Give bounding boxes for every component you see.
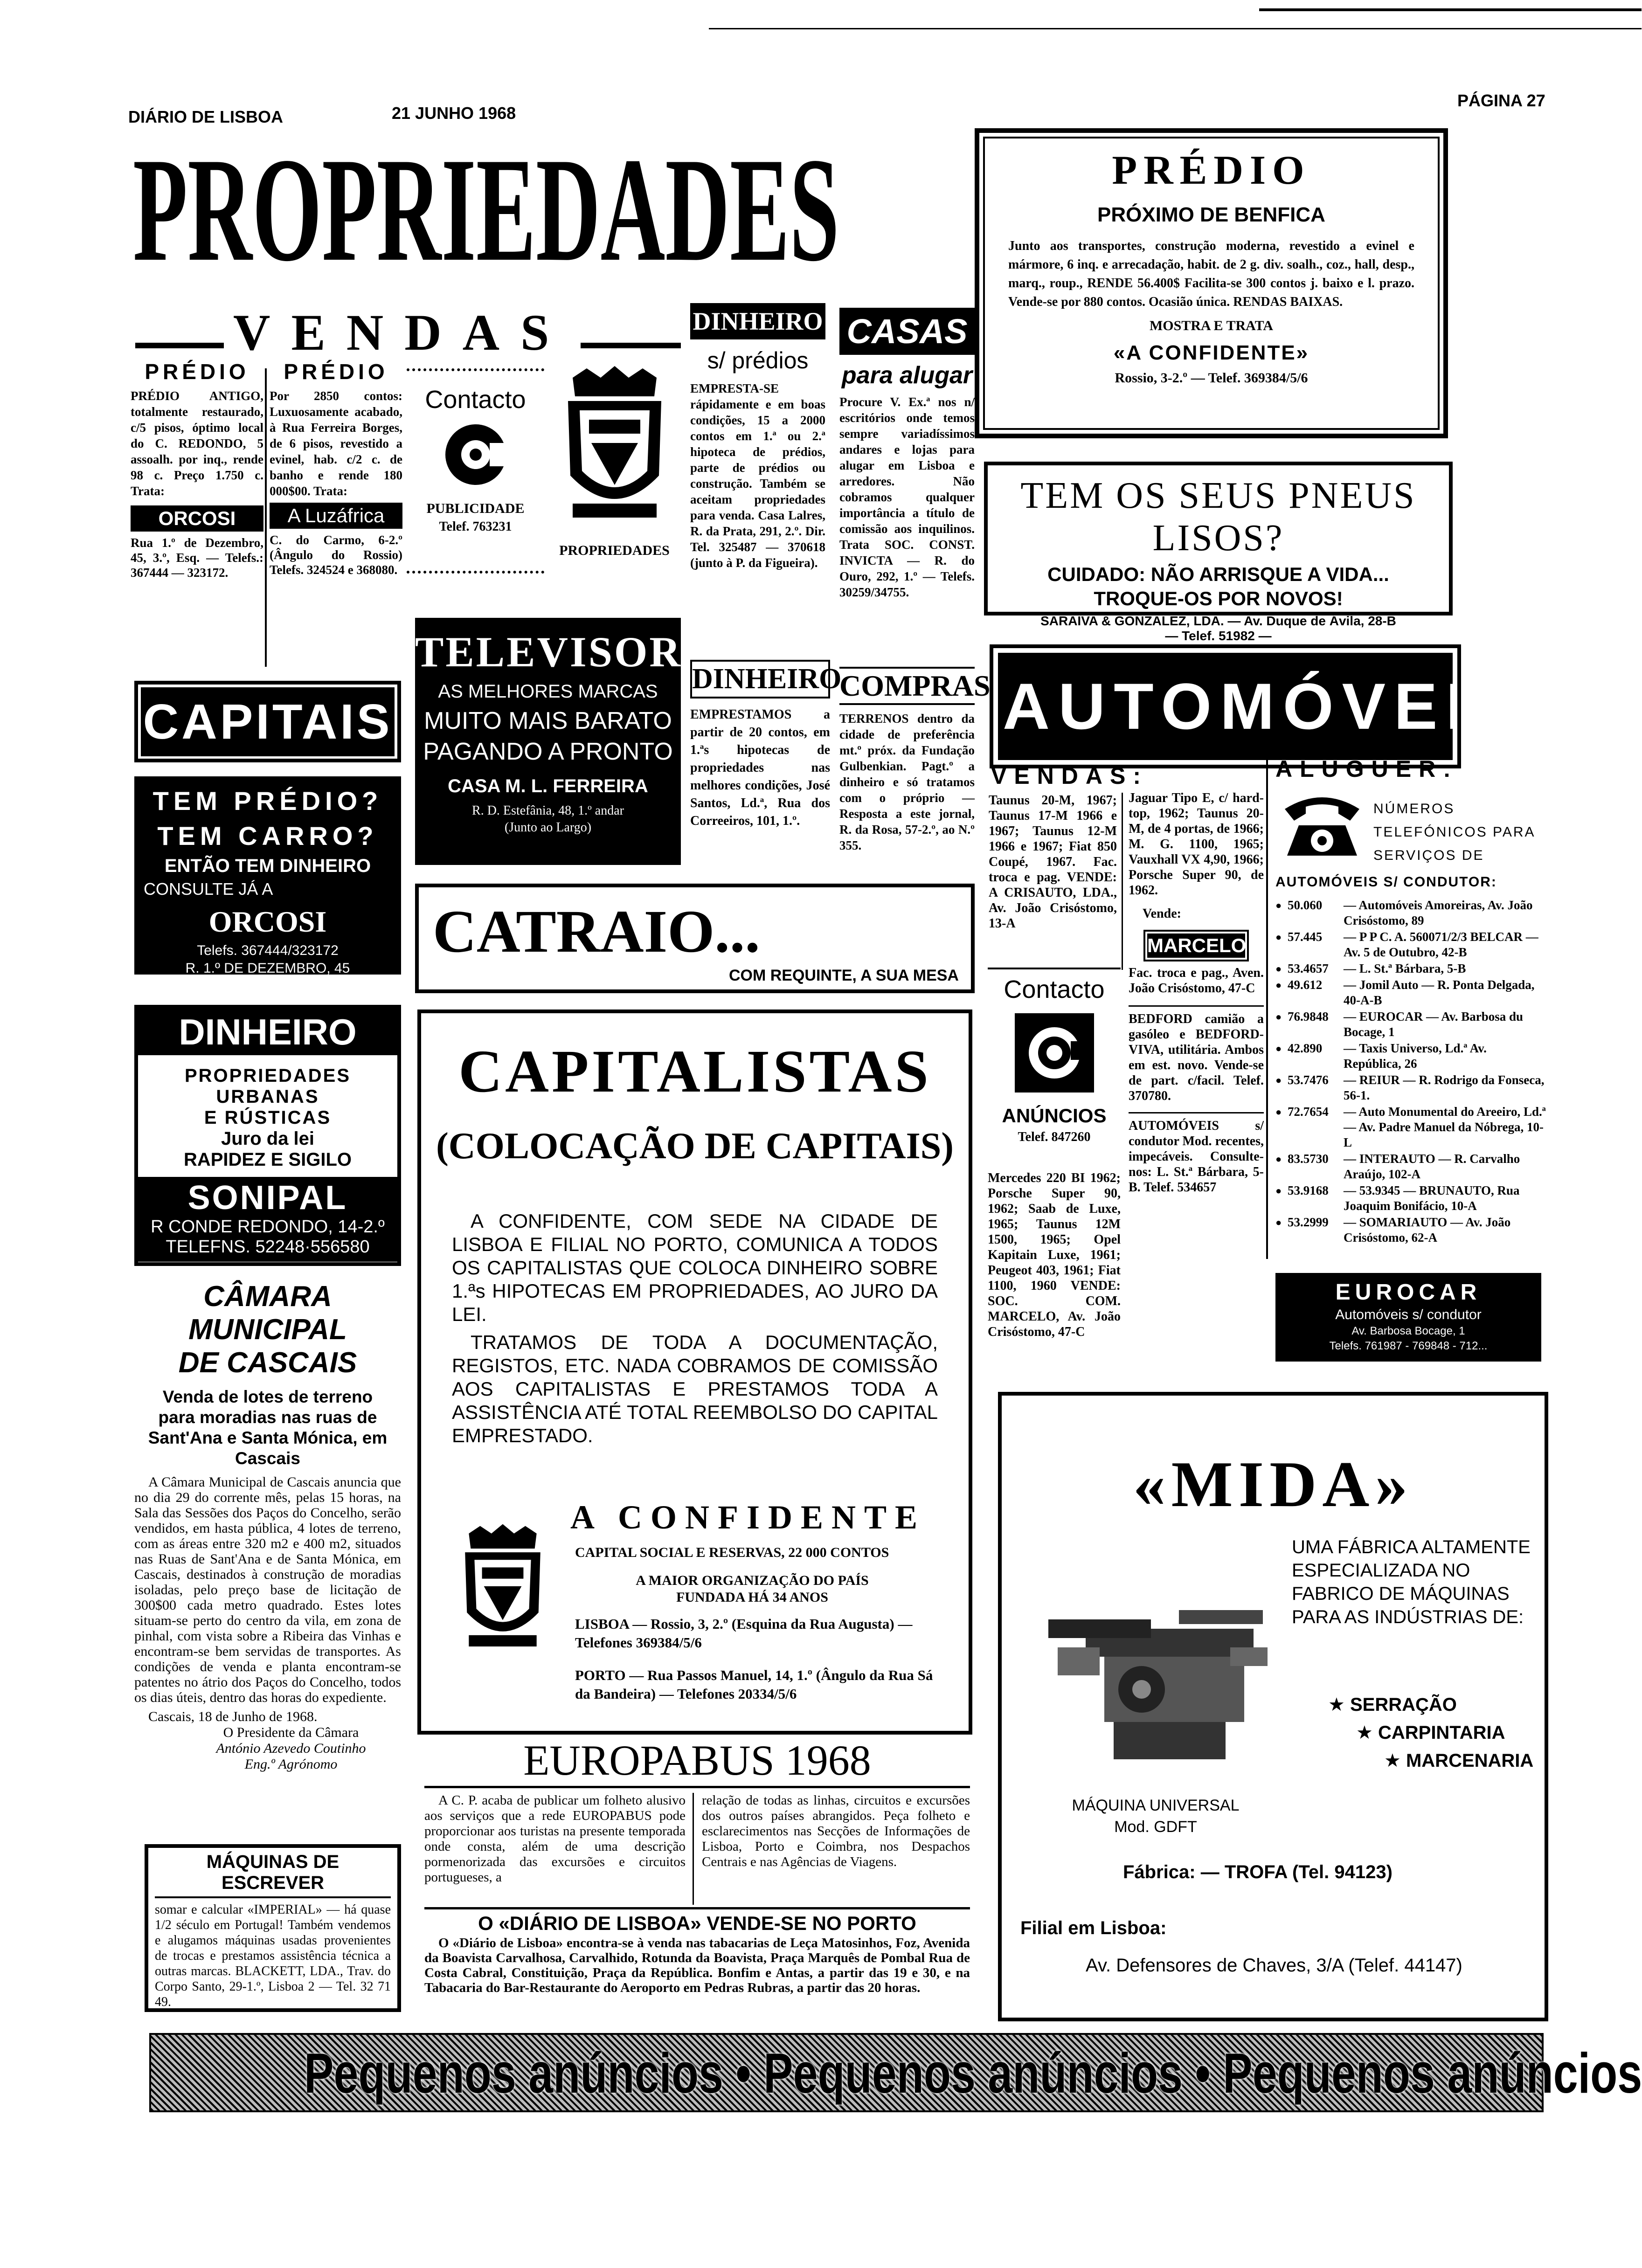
page-number: PÁGINA 27 (1457, 91, 1545, 110)
ad-pneus: TEM OS SEUS PNEUS LISOS? CUIDADO: NÃO ARRISQUE A VIDA... TROQUE-OS POR NOVOS! SARAIVA & GONZALEZ, LDA. — Av. Duque de Ávila, 28-B — Telef. 51982 — (984, 462, 1453, 615)
vendas-marcelo-list: Mercedes 220 BI 1962; Porsche Super 90, 1962; Saab de Luxe, 1965; Taunus 12M 1500, 1965; Opel Kapitain Luxe, 1961; Peugeot 403, 1961; Fiat 1100, 1960 VENDE: SOC. COM. MARCELO, Av. João Crisóstomo, 47-C (988, 1171, 1121, 1339)
vendas-marcelo: Jaguar Tipo E, c/ hard-top, 1962; Taunus 20-M, de 4 portas, de 1966; M. G. 1100, 1965; Vauxhall VX 4,90, 1966; Porsche Super 90, de 1962. Vende: MARCELO Fac. troca e pag., Aven. João Crisóstomo, 47-C BEDFORD camião a gasóleo e BEDFORD-VIVA, utilitária. Ambos em est. novo. Vende-se de part. c/facil. Telef. 370780. AUTOMÓVEIS s/ condutor Mod. recentes, impecáveis. Consulte-nos: L. St.ª Bárbara, 5-B. Telef. 534657 (1129, 791, 1264, 1195)
paper-name: DIÁRIO DE LISBOA (128, 107, 284, 126)
aluguer-row (1275, 898, 1546, 928)
ad-aluguer: ALUGUER: NÚMEROS TELEFÓNICOS PARA SERVIÇOS DE AUTOMÓVEIS S/ CONDUTOR: ● 50.060 — Automóveis Amoreiras, Av. João Crisóstomo, 89 ● 57.445 — P P C. A. 560071/2/3 BELCAR — Av. 5 de Outubro, 42-B ● 53.4657 — L. St.ª Bárbara, 5-B ● 49.612 — Jomil Auto — R. Ponta Delgada, 40-A-B ● 76.9848 — EUROCAR — Av. Barbosa du Bocage, 1 ● 42.890 — Taxis Universo, Ld.ª Av. República, 26 ● 53.7476 — REIUR — R. Rodrigo da Fonseca, 56-1. ● 72.7654 — Auto Monumental do Areeiro, Ld.ª — Av. Padre Manuel da Nóbrega, 10-L ● 83.5730 — INTERAUTO — R. Carvalho Araújo, 102-A ● 53.9168 — 53.9345 — BRUNAUTO, Rua Joaquim Bonifácio, 10-A ● 53.2999 — SOMARIAUTO — Av. João Crisóstomo, 62-A (1275, 755, 1546, 1259)
vendas-heading: VENDAS (233, 304, 570, 361)
ad-televisores: TELEVISORES AS MELHORES MARCAS MUITO MAIS BARATO PAGANDO A PRONTO CASA M. L. FERREIRA R. D. Estefânia, 48, 1.º andar (Junto ao Largo) (415, 618, 681, 865)
confidente-crest-icon (454, 1512, 552, 1675)
aluguer-rule-v (1266, 760, 1268, 1259)
ad-dinheiro-predios: DINHEIRO s/ prédios EMPRESTA-SE rápidamente e em boas condições, 15 a 2000 contos em 1.ª ou 2.ª hipoteca de prédios, parte de prédios ou construção. Também se aceitam propriedades para venda. Casa Lalres, R. da Prata, 291, 2.º. Dir. Tel. 325487 — 370618 (junto à P. da Figueira). (690, 303, 825, 643)
aluguer-company: — Automóveis Amoreiras, Av. João Crisóstomo, 89 (1344, 898, 1533, 927)
aluguer-phone-number: 53.4657 (1288, 961, 1329, 975)
aluguer-company: — P P C. A. 560071/2/3 BELCAR — Av. 5 de Outubro, 42-B (1344, 930, 1538, 959)
automoveis-banner: AUTOMÓVEIS (998, 653, 1453, 760)
capitais-title-box: CAPITAIS (134, 681, 401, 762)
aluguer-row (1275, 977, 1546, 1008)
vendas-rule-left (135, 343, 224, 348)
aluguer-phone-number: 72.7654 (1288, 1105, 1329, 1119)
ad-dinheiro-sonipal: DINHEIRO PROPRIEDADES URBANAS E RÚSTICAS Juro da lei RAPIDEZ E SIGILO SONIPAL R CONDE REDONDO, 14-2.º TELEFNS. 52248·556580 (134, 1005, 401, 1266)
pequenos-anuncios-banner: Pequenos anúncios • Pequenos anúncios • Pequenos anúncios (149, 2033, 1544, 2112)
bullet-icon: ● (1275, 1011, 1282, 1023)
aluguer-company: — Jomil Auto — R. Ponta Delgada, 40-A-B (1344, 978, 1535, 1007)
aluguer-phone-number: 42.890 (1288, 1041, 1323, 1055)
column-rule (265, 368, 267, 667)
ad-capitalistas: CAPITALISTAS (COLOCAÇÃO DE CAPITAIS) A CONFIDENTE, COM SEDE NA CIDADE DE LISBOA E FILIAL NO PORTO, COMUNICA A TODOS OS CAPITALISTAS QUE COLOCA DINHEIRO SOBRE 1.ªs HIPOTECAS EM PROPRIEDADES, AO JURO DA LEI. TRATAMOS DE TODA A DOCUMENTAÇÃO, REGISTOS, ETC. NADA COBRAMOS DE COMISSÃO AOS CAPITALISTAS E PRESTAMOS TODA A ASSISTÊNCIA ATÉ TOTAL REEMBOLSO DO CAPITAL EMPRESTADO. A CONFIDENTE CAPITAL SOCIAL E RESERVAS, 22 000 CONTOS A MAIOR ORGANIZAÇÃO DO PAÍS FUNDADA HÁ 34 ANOS LISBOA — Rossio, 3, 2.º (Esquina da Rua Augusta) — Telefones 369384/5/6 PORTO — Rua Passos Manuel, 14, 1.º (Ângulo da Rua Sá da Bandeira) — Telefones 20334/5/6 (417, 1010, 972, 1735)
ad-contacto-anuncios: Contacto ANÚNCIOS Telef. 847260 (988, 968, 1121, 1154)
ad-casas: CASAS para alugar Procure V. Ex.ª nos n/ escritórios onde temos sempre variadíssimos andares e lojas para alugar em Lisboa e arredores. Não cobramos qualquer importância a título de comissão aos inquilinos. Trata SOC. CONST. INVICTA — R. do Ouro, 292, 1.º — Telefs. 30259/34755. (839, 308, 975, 643)
ad-eurocar: EUROCAR Automóveis s/ condutor Av. Barbosa Bocage, 1 Telefs. 761987 - 769848 - 712... (1275, 1273, 1541, 1362)
vendas-crisauto: Taunus 20-M, 1967; Taunus 17-M 1966 e 1967; Taunus 12-M 1966 e 1967; Fiat 850 Coupé, 1967. Fac. troca e pag. VENDE: A CRISAUTO, LDA., Av. João Crisóstomo, 13-A (989, 793, 1117, 931)
aluguer-phone-number: 53.2999 (1288, 1215, 1329, 1229)
ad-predio-2: PRÉDIO Por 2850 contos: Luxuosamente acabado, à Rua Ferreira Borges, de 6 pisos, revestido a evinel, hab. c/2 c. de banho e rende 180 000$00. Trata: A Luzáfrica C. do Carmo, 6-2.º (Ângulo do Rossio) Telefs. 324524 e 368080. (270, 360, 402, 577)
aluguer-phone-number: 49.612 (1288, 978, 1323, 992)
bullet-icon: ● (1275, 1153, 1282, 1165)
aluguer-company: — Auto Monumental do Areeiro, Ld.ª — Av. Padre Manuel da Nóbrega, 10-L (1344, 1105, 1546, 1149)
bullet-icon: ● (1275, 979, 1282, 991)
bullet-icon: ● (1275, 1217, 1282, 1228)
top-rule (1259, 8, 1642, 11)
telephone-icon (1280, 790, 1364, 860)
machine-illustration (1030, 1601, 1291, 1778)
ad-europabus: EUROPABUS 1968 A C. P. acaba de publicar um folheto alusivo aos serviços que a rede EUROPABUS pode proporcionar aos turistas na presente temporada onde consta, além de uma descrição pormenorizada das excursões e circuitos portugueses, a relação de todas as linhas, circuitos e excursões dos outros países abrangidos. Peça folheto e esclarecimentos nas Secções de Informações de Lisboa, Porto e Coimbra, nos Despachos Centrais e nas Agências de Viagens. (424, 1735, 970, 1907)
aluguer-row (1275, 929, 1546, 960)
bullet-icon: ● (1275, 963, 1282, 975)
ad-diario-porto: O «DIÁRIO DE LISBOA» VENDE-SE NO PORTO O «Diário de Lisboa» encontra-se à venda nas tabacarias de Leça Matosinhos, Foz, Avenida da Boavista Carvalhosa, Carvalhido, Rotunda da Boavista, Praça Marquês de Pombal Rua de Costa Cabral, Constituição, Praça da República. Bonfim e Antas, a partir das 19 e 30, e na Tabacaria do Bar-Restaurante do Aeroporto em Pedras Rubras, a partir das 20 horas. (424, 1907, 970, 2024)
ad-camara-cascais: CÂMARA MUNICIPAL DE CASCAIS Venda de lotes de terreno para moradias nas ruas de Sant'Ana e Santa Mónica, em Cascais A Câmara Municipal de Cascais anuncia que no dia 29 do corrente mês, pelas 15 horas, na Sala das Sessões dos Paços do Concelho, serão vendidos, em hasta pública, 4 lotes de terreno, com as áreas entre 320 m2 e 400 m2, situados nas Ruas de Sant'Ana e de Santa Mónica, em Cascais, destinados à construção de moradias isoladas, pelo preço base de licitação de 300$00 cada metro quadrado. Estes lotes situam-se perto do centro da vila, em zona de pinhal, com vista sobre a Ribeira das Vinhas e encontram-se bem servidas de transportes. As condições de venda e planta encontram-se patentes no átrio dos Paços do Concelho, todos os dias úteis, dentro das horas do expediente. Cascais, 18 de Junho de 1968. O Presidente da Câmara António Azevedo Coutinho Eng.º Agrónomo (134, 1280, 401, 1772)
bullet-icon: ● (1275, 931, 1282, 943)
aluguer-row (1275, 961, 1546, 976)
aluguer-row (1275, 1183, 1546, 1214)
masthead: PROPRIEDADES (133, 127, 839, 292)
aluguer-list (1275, 898, 1546, 1246)
aluguer-phone-number: 50.060 (1288, 898, 1323, 912)
bullet-icon: ● (1275, 1074, 1282, 1086)
ad-catraio: CATRAIO... COM REQUINTE, A SUA MESA (415, 884, 975, 993)
aluguer-phone-number: 53.7476 (1288, 1073, 1329, 1087)
aluguer-company: — L. St.ª Bárbara, 5-B (1344, 961, 1466, 975)
aluguer-row (1275, 1151, 1546, 1182)
top-rule-2 (709, 28, 1642, 29)
aluguer-phone-number: 76.9848 (1288, 1010, 1329, 1023)
aluguer-company: — REIUR — R. Rodrigo da Fonseca, 56-1. (1344, 1073, 1545, 1102)
ad-dinheiro-emprestamos: DINHEIRO EMPRESTAMOS a partir de 20 contos, em 1.ªs hipotecas de propriedades nas melhores condições, José Santos, Ld.ª, Rua dos Correeiros, 101, 1.º. (690, 660, 830, 884)
ad-mida: «MIDA» UMA FÁBRICA ALTAMENTE ESPECIALIZADA NO FABRICO DE MÁQUINAS PARA AS INDÚSTRIAS DE: ★ SERRAÇÃO ★ CARPINTARIA ★ MARCENARIA MÁQUINA UNIVERSAL Mod. GDFT Fábrica: — TROFA (Tel. 94123) Filial em Lisboa: Av. Defensores de Chaves, 3/A (Telef. 44147) (998, 1392, 1548, 2021)
aluguer-company: — INTERAUTO — R. Carvalho Araújo, 102-A (1344, 1152, 1520, 1181)
contacto-c-icon (445, 424, 506, 485)
ad-confidente-emblem: PROPRIEDADES (548, 359, 681, 578)
bedford-ad: BEDFORD camião a gasóleo e BEDFORD-VIVA, utilitária. Ambos em est. novo. Vende-se de part. c/facil. Telef. 370780. (1129, 1005, 1264, 1104)
confidente-crest-icon (554, 364, 675, 541)
ad-compras: COMPRAS TERRENOS dentro da cidade de preferência mt.º próx. da Fundação Gulbenkian. Pagt.º a dinheiro e só tratamos com o próprio — Resposta a este jornal, R. da Rosa, 57-2.º, ao N.º 355. (839, 667, 975, 886)
vendas-rule-right (581, 343, 681, 348)
aluguer-phone-number: 83.5730 (1288, 1152, 1329, 1166)
aluguer-phone-number: 53.9168 (1288, 1183, 1329, 1197)
ad-maquinas-escrever: MÁQUINAS DE ESCREVER somar e calcular «IMPERIAL» — há quase 1/2 século em Portugal! Também vendemos e alugamos máquinas usadas provenientes de trocas e prestamos assistência técnica a outras marcas. BLACKETT, LDA., Trav. do Corpo Santo, 29-1.º, Lisboa 2 — Tel. 32 71 49. (145, 1844, 401, 2012)
ad-predio-1: PRÉDIO PRÉDIO ANTIGO, totalmente restaurado, c/5 pisos, óptimo local do C. REDONDO, 5 assoalh. por inq., rende 98 c. Preço 1.750 c. Trata: ORCOSI Rua 1.º de Dezembro, 45, 3.º, Esq. — Telefs.: 367444 — 323172. (131, 360, 263, 580)
bullet-icon: ● (1275, 899, 1282, 911)
ad-predio-benfica: PRÉDIO PRÓXIMO DE BENFICA Junto aos transportes, construção moderna, revestido a evinel e mármore, 6 inq. e arrecadação, habit. de 2 g. div. soalh., coz., hall, desp., marq., roup., RENDE 56.400$ Facilita-se 300 contos j. baixo e l. prazo. Vende-se por 880 contos. Ocasião única. RENDAS BAIXAS. MOSTRA E TRATA «A CONFIDENTE» Rossio, 3-2.º — Telef. 369384/5/6 (975, 128, 1448, 438)
bullet-icon: ● (1275, 1106, 1282, 1118)
aluguer-company: — SOMARIAUTO — Av. João Crisóstomo, 62-A (1344, 1215, 1511, 1245)
aluguer-row (1275, 1072, 1546, 1103)
aluguer-row (1275, 1041, 1546, 1072)
aluguer-company: — Taxis Universo, Ld.ª Av. República, 26 (1344, 1041, 1487, 1071)
issue-date: 21 JUNHO 1968 (392, 104, 516, 123)
bullet-icon: ● (1275, 1185, 1282, 1196)
bullet-icon: ● (1275, 1043, 1282, 1054)
vendas-auto-heading: VENDAS: (991, 763, 1149, 789)
aluguer-row (1275, 1009, 1546, 1040)
contacto-c-icon (1015, 1013, 1094, 1093)
aluguer-company: — EUROCAR — Av. Barbosa du Bocage, 1 (1344, 1010, 1524, 1039)
aluguer-phone-number: 57.445 (1288, 930, 1323, 944)
aluguer-row (1275, 1215, 1546, 1245)
aluguer-company: — 53.9345 — BRUNAUTO, Rua Joaquim Bonifácio, 10-A (1344, 1183, 1520, 1213)
ad-contacto-publicidade: Contacto PUBLICIDADE Telef. 763231 (407, 368, 544, 574)
ad-capitais: TEM PRÉDIO? TEM CARRO? ENTÃO TEM DINHEIRO CONSULTE JÁ A ORCOSI Telefs. 367444/323172 R. 1.º DE DEZEMBRO, 45 (134, 776, 401, 975)
aluguer-row (1275, 1104, 1546, 1150)
automoveis-sc-ad: AUTOMÓVEIS s/ condutor Mod. recentes, impecáveis. Consulte-nos: L. St.ª Bárbara, 5-B. Telef. 534657 (1129, 1112, 1264, 1195)
